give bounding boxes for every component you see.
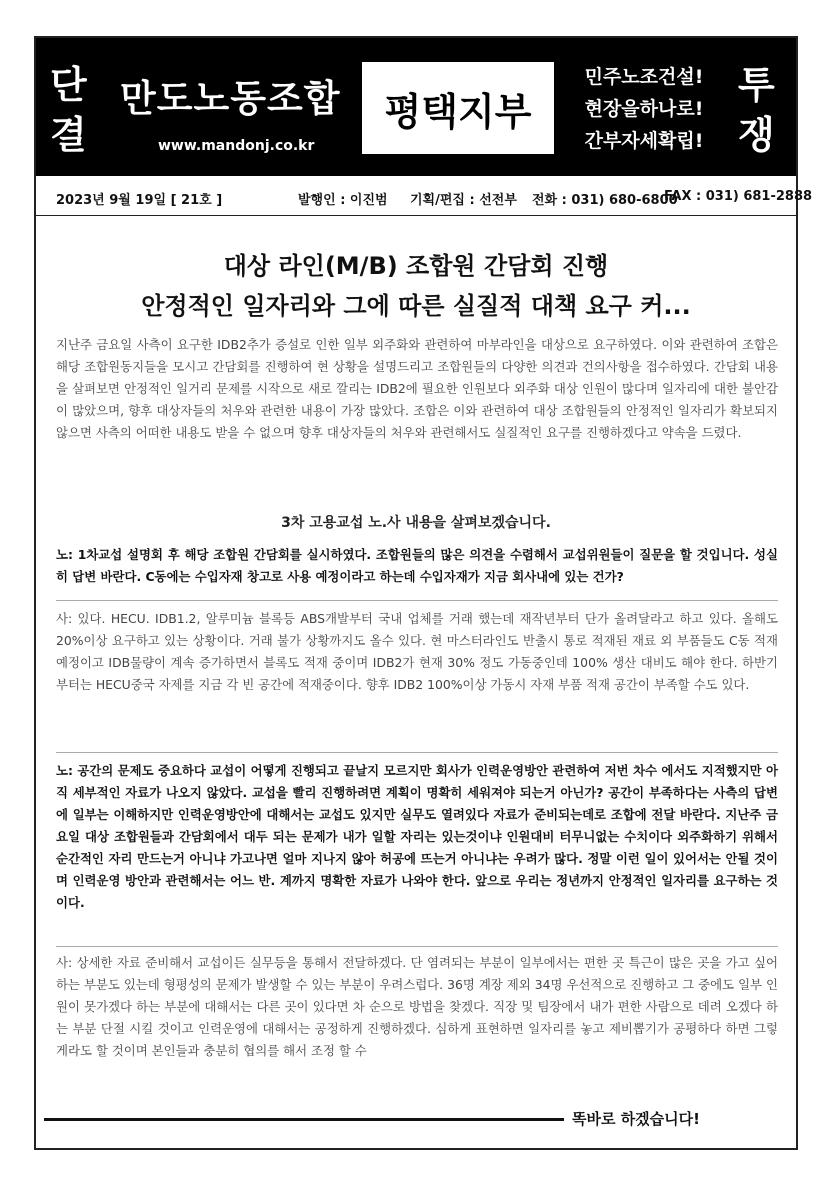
slogan-list <box>568 61 720 157</box>
phone: 전화 : 031) 680-6800 <box>532 193 678 208</box>
section-subheading: 3차 고용교섭 노.사 내용을 살펴보겠습니다. <box>281 515 551 531</box>
divider <box>56 600 778 601</box>
fax: FAX : 031) 681-2888 <box>664 189 813 204</box>
qa-union-2: 노: 공간의 문제도 중요하다 교섭이 어떻게 진행되고 끝날지 모르지만 회사가 인력운영방안 관련하여 저번 차수 에서도 지적했지만 아직 세부적인 자료가 나오지 않았다. 교섭을 빨리 진행하려면 계획이 명확히 세워져야 되는거 아닌가? 공간이 부족하다는 사측의 답변에 일부는 이해하지만 인력운영방안에 대해서는 교섭도 있지만 실무도 열려있다 자료가 준비되는데로 조합에 전달 바란다. 지난주 금요일 대상 조합원들과 간담회에서 대두 되는 문제가 내가 일할 자리는 있는것이냐 인원대비 터무니없는 수치이다 외주화하기 위해서 순간적인 자리 만드는거 아니냐 가고나면 얼마 지나지 않아 허공에 뜨는거 아니냐는 우려가 많다. 정말 이런 일이 있어서는 안될 것이며 인력운영 방안과 관련해서는 어느 반. 계까지 명확한 자료가 나와야 한다. 앞으로 우리는 정년까지 안정적인 일자리를 요구하는 것이다. <box>56 763 778 910</box>
publisher: 발행인 : 이진범 <box>298 193 388 208</box>
slogan-2: 현장을하나로! <box>584 98 704 120</box>
issue-info-bar <box>36 180 813 216</box>
slogan-1: 민주노조건설! <box>584 66 704 88</box>
intro-paragraph: 지난주 금요일 사측이 요구한 IDB2추가 증설로 인한 일부 외주화와 관련하여 마부라인을 대상으로 요구하였다. 이와 관련하여 조합은 해당 조합원동지들을 모시고 간담회를 진행하여 현 상황을 설명드리고 조합원들의 다양한 의견과 건의사항을 접수하였다. 간담회 내용을 살펴보면 안정적인 일거리 문제를 시작으로 새로 깔리는 IDB2에 필요한 인원보다 외주화 대상 인원이 많다며 일자리에 대한 불안감이 많았으며, 향후 대상자들의 처우와 관련한 내용이 가장 많았다. 조합은 이와 관련하여 대상 조합원들의 안정적인 일자리가 확보되지 않으면 사측의 어떠한 내용도 받을 수 없으며 향후 대상자들의 처우와 관련해서도 실질적인 요구를 진행하겠다고 약속을 드렸다. <box>56 337 778 440</box>
masthead <box>36 38 796 176</box>
headline-line-2: 안정적인 일자리와 그에 따른 실질적 대책 요구 커... <box>141 292 691 320</box>
qa-company-1: 사: 있다. HECU. IDB1.2, 알루미늄 블록등 ABS개발부터 국내 업체를 거래 했는데 재작년부터 단가 올려달라고 하고 있다. 올해도 20%이상 요구하고 있는 상황이다. 거래 불가 상황까지도 올수 있다. 현 마스터라인도 반출시 통로 적재된 재료 외 부품들도 C동 적재 예정이고 IDB물량이 계속 증가하면서 블록도 적재 중이며 IDB2가 현재 30% 정도 가동중인데 100% 생산 대비도 해야 한다. 하반기부터는 HECU중국 자제를 지금 각 빈 공간에 적재중이다. 향후 IDB2 100%이상 가동시 자재 부품 적재 공간이 부족할 수도 있다. <box>56 611 778 692</box>
union-url: www.mandonj.co.kr <box>158 138 315 154</box>
divider <box>56 752 778 753</box>
slogan-3: 간부자세확립! <box>584 130 704 152</box>
masthead-right-char-2: 쟁 <box>738 113 775 157</box>
qa-union-1: 노: 1차교섭 설명회 후 해당 조합원 간담회를 실시하였다. 조합원들의 많은 의견을 수렴해서 교섭위원들이 질문을 할 것입니다. 성실히 답변 바란다. C동에는 수입자재 창고로 사용 예정이라고 하는데 수입자재가 지금 회사내에 있는 건가? <box>56 547 778 584</box>
divider <box>56 946 778 947</box>
footer-rule <box>44 1118 564 1121</box>
headline-line-1: 대상 라인(M/B) 조합원 간담회 진행 <box>223 252 609 280</box>
branch-name: 평택지부 <box>362 62 554 154</box>
masthead-left-char-2: 결 <box>50 113 87 157</box>
editor: 기획/편집 : 선전부 <box>410 193 517 208</box>
qa-company-2: 사: 상세한 자료 준비해서 교섭이든 실무등을 통해서 전달하겠다. 단 염려되는 부분이 일부에서는 편한 곳 특근이 많은 곳을 가고 싶어 하는 부분도 있는데 형평성의 문제가 발생할 수 있는 부분이 우려스럽다. 36명 계장 제외 34명 우선적으로 진행하고 그 중에도 일부 인원이 못가겠다 하는 부분에 대해서는 다른 곳이 있다면 차 순으로 방법을 찾겠다. 직장 및 팀장에서 내가 편한 사람으로 데려 오겠다 하는 부분 단절 시킬 것이고 인력운영에 대해서는 공정하게 진행하겠다. 심하게 표현하면 일자리를 놓고 제비뽑기가 공평하다 하면 그렇게라도 할 것이며 본인들과 충분히 협의를 해서 조정 할 수 <box>56 955 778 1058</box>
masthead-left-char-1: 단 <box>50 63 87 107</box>
masthead-right-char-1: 투 <box>738 63 775 107</box>
union-name: 만도노동조합 <box>120 77 341 120</box>
issue-date: 2023년 9월 19일 [ 21호 ] <box>56 193 223 208</box>
footer-motto: 똑바로 하겠습니다! <box>572 1110 700 1128</box>
